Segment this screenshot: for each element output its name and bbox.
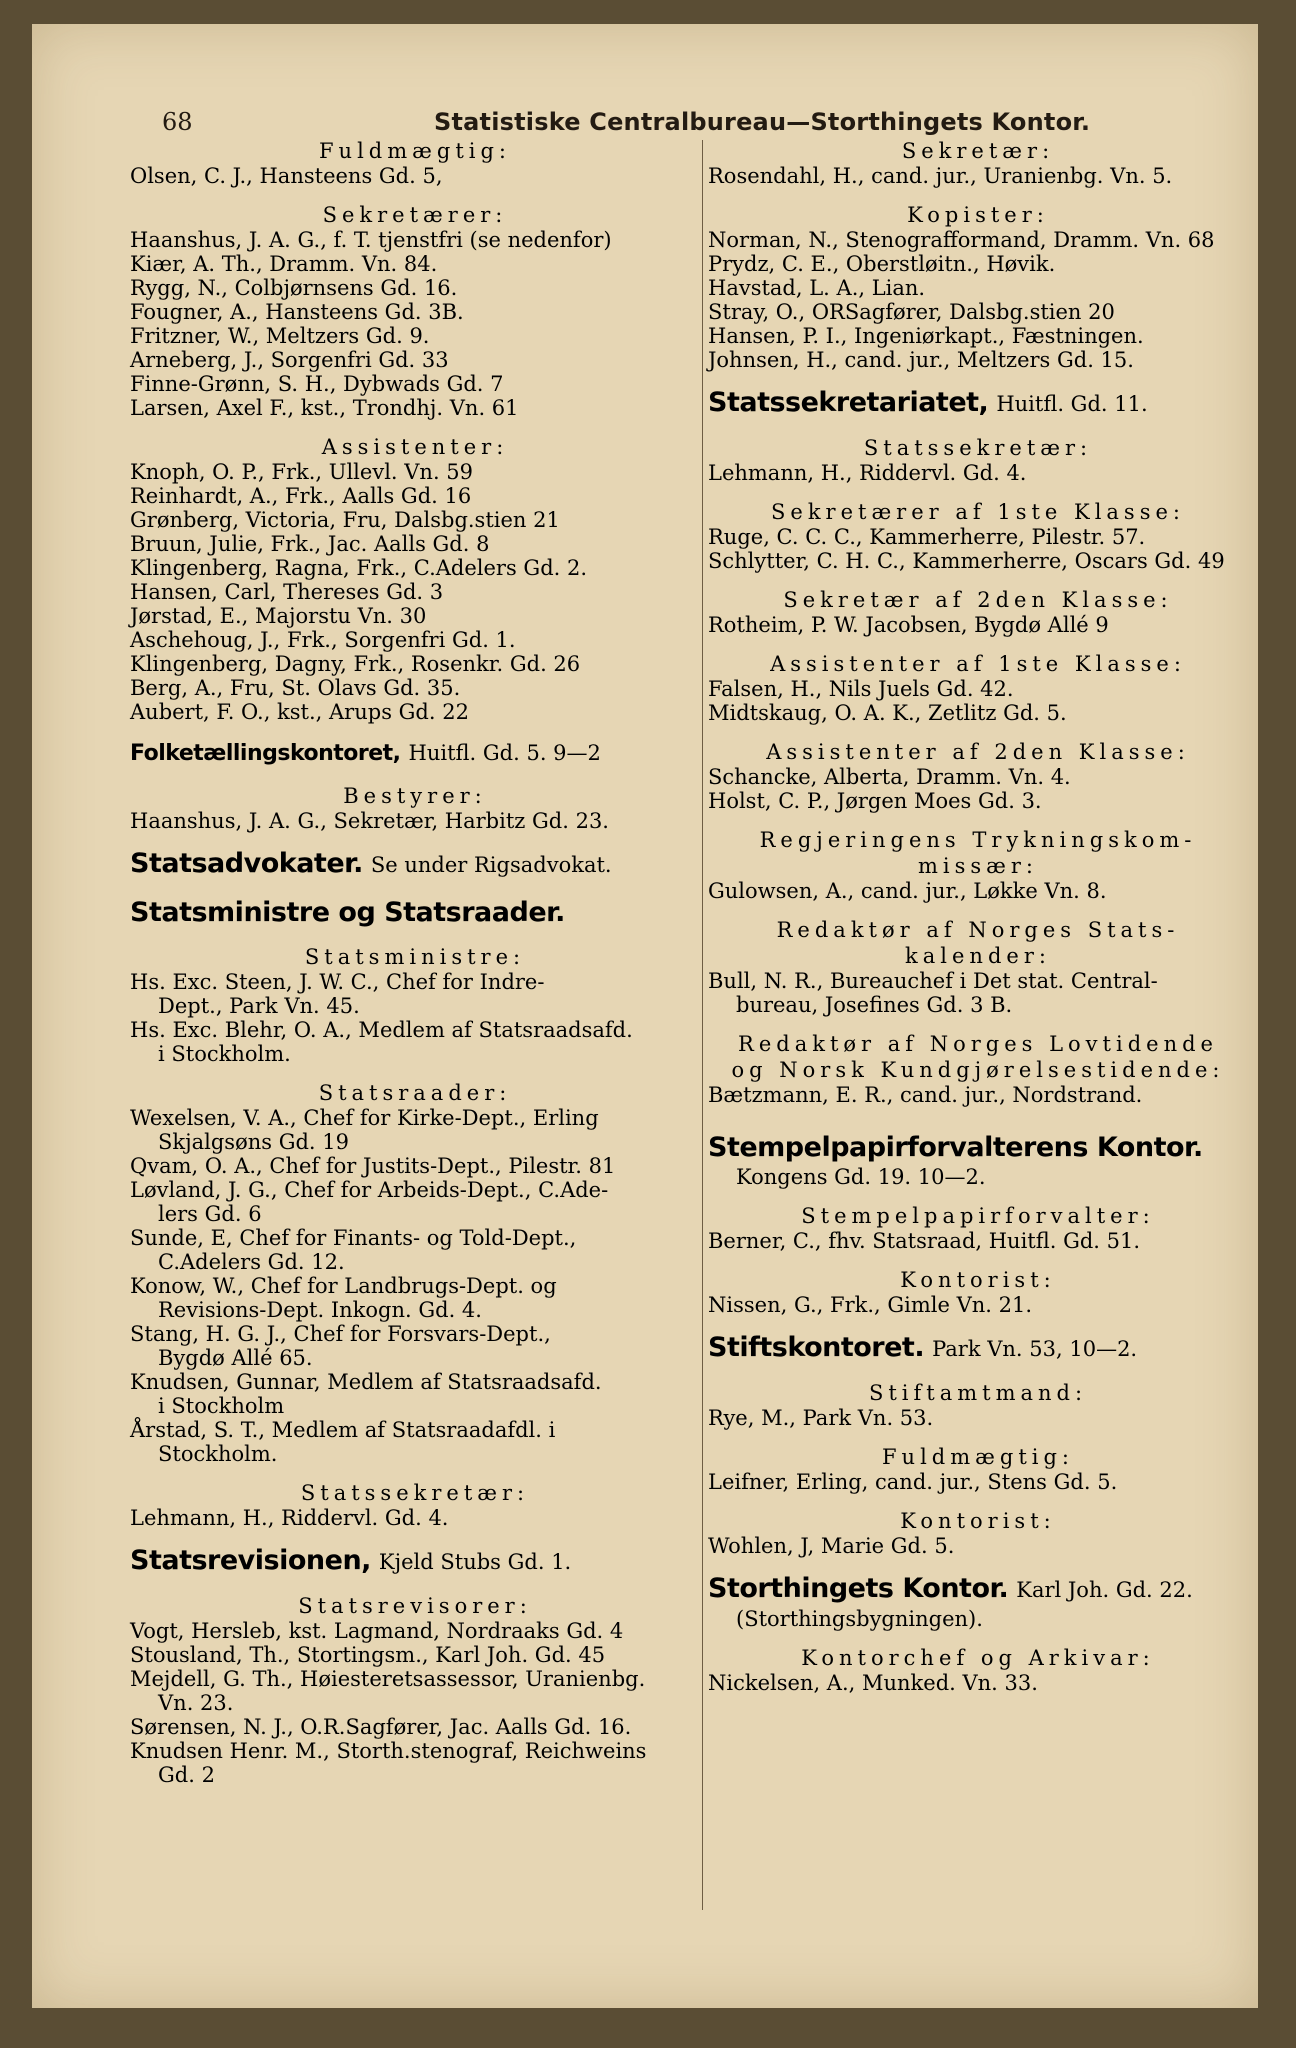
entry-line: Nickelsen, A., Munked. Vn. 33. [708, 1671, 1038, 1695]
entry-line: Qvam, O. A., Chef for Justits-Dept., Pilestr. 81 [130, 1154, 616, 1178]
entry-line: Berner, C., fhv. Statsraad, Huitfl. Gd. 51. [708, 1229, 1141, 1253]
entry-line: Aubert, F. O., kst., Arups Gd. 22 [130, 700, 469, 724]
entry-list [708, 1470, 1248, 1494]
section-heading: Redaktør af Norges Lovtidende [738, 1032, 1218, 1056]
section-heading: Kopister: [907, 203, 1049, 227]
entry-list [130, 1619, 700, 1787]
entry-line: Nissen, G., Frk., Gimle Vn. 21. [708, 1293, 1033, 1317]
entry-line: Midtskaug, O. A. K., Zetlitz Gd. 5. [708, 701, 1067, 725]
entry-line: Hs. Exc. Blehr, O. A., Medlem af Statsraadsafd. [130, 1018, 633, 1042]
entry-line: Rye, M., Park Vn. 53. [708, 1406, 934, 1430]
entry-line: Arneberg, J., Sorgenfri Gd. 33 [130, 348, 449, 372]
section-heading: Statsraader: [318, 1081, 512, 1105]
section-heading: Fuldmægtig: [318, 139, 512, 163]
entry-line: Knudsen, Gunnar, Medlem af Statsraadsafd. [130, 1370, 602, 1394]
entry-line: Johnsen, H., cand. jur., Meltzers Gd. 15. [708, 348, 1134, 372]
office-title: Stempelpapirforvalterens Kontor. [708, 1132, 1203, 1163]
entry-line-continued: C.Adelers Gd. 12. [158, 1250, 345, 1274]
section-heading: Statsrevisorer: [298, 1594, 532, 1618]
entry-line-continued: bureau, Josefines Gd. 3 B. [736, 993, 1013, 1017]
entry-line: Wohlen, J, Marie Gd. 5. [708, 1534, 955, 1558]
entry-line: Haanshus, J. A. G., Sekretær, Harbitz Gd. 23. [130, 809, 609, 833]
column-divider [702, 140, 703, 1910]
entry-line: Finne-Grønn, S. H., Dybwads Gd. 7 [130, 372, 504, 396]
section-heading: Kontorist: [900, 1509, 1056, 1533]
entry-line: Holst, C. P., Jørgen Moes Gd. 3. [708, 789, 1042, 813]
office-title [708, 1572, 1248, 1607]
entry-list [708, 1083, 1248, 1107]
entry-line: Larsen, Axel F., kst., Trondhj. Vn. 61 [130, 396, 519, 420]
entry-list [130, 809, 700, 833]
office-name: Statsrevisionen, [130, 1545, 371, 1576]
entry-line: Klingenberg, Ragna, Frk., C.Adelers Gd. 2. [130, 556, 588, 580]
entry-line: Aschehoug, J., Frk., Sorgenfri Gd. 1. [130, 628, 516, 652]
entry-line: Hansen, Carl, Thereses Gd. 3 [130, 580, 444, 604]
office-name: Folketællingskontoret, [130, 741, 401, 766]
office-address: Park Vn. 53, 10—2. [932, 1337, 1138, 1361]
entry-line-continued: Gd. 2 [158, 1763, 215, 1787]
entry-line-continued: i Stockholm. [158, 1042, 291, 1066]
entry-line: Gulowsen, A., cand. jur., Løkke Vn. 8. [708, 879, 1107, 903]
entry-line: Sunde, E, Chef for Finants- og Told-Dept., [130, 1226, 577, 1250]
section-heading: Assistenter: [321, 435, 509, 459]
section-heading: Assistenter af 2den Klasse: [766, 740, 1190, 764]
entry-line: Ruge, C. C. C., Kammerherre, Pilestr. 57. [708, 525, 1146, 549]
entry-line: Reinhardt, A., Frk., Aalls Gd. 16 [130, 484, 472, 508]
section-heading: Stempelpapirforvalter: [801, 1204, 1155, 1228]
section-heading: Bestyrer: [343, 784, 487, 808]
entry-line: Mejdell, G. Th., Høiesteretsassessor, Uranienbg. [130, 1667, 646, 1691]
office-address: Karl Joh. Gd. 22. [1016, 1578, 1193, 1602]
entry-line: Rygg, N., Colbjørnsens Gd. 16. [130, 276, 458, 300]
entry-line: Prydz, C. E., Oberstløitn., Høvik. [708, 252, 1056, 276]
section-heading: Assistenter af 1ste Klasse: [770, 652, 1186, 676]
entry-list [708, 677, 1248, 725]
entry-line-continued: Bygdø Allé 65. [158, 1346, 313, 1370]
entry-line: Hansen, P. I., Ingeniørkapt., Fæstningen. [708, 324, 1144, 348]
section-heading: Statsministre: [304, 945, 526, 969]
entry-line: Konow, W., Chef for Landbrugs-Dept. og [130, 1274, 557, 1298]
running-head: Statistiske Centralbureau—Storthingets Kontor. [434, 108, 1091, 136]
entry-list [708, 1293, 1248, 1317]
left-column [130, 138, 700, 1787]
entry-line: Lehmann, H., Riddervl. Gd. 4. [708, 461, 1027, 485]
office-name: Statssekretariatet, [708, 387, 989, 418]
entry-line: Falsen, H., Nils Juels Gd. 42. [708, 677, 1014, 701]
entry-line-continued: lers Gd. 6 [158, 1202, 262, 1226]
office-address: Kongens Gd. 19. 10—2. [736, 1165, 986, 1189]
entry-line: Bætzmann, E. R., cand. jur., Nordstrand. [708, 1083, 1143, 1107]
entry-list [708, 879, 1248, 903]
entry-line: Jørstad, E., Majorstu Vn. 30 [130, 604, 427, 628]
entry-line: Norman, N., Stenografformand, Dramm. Vn. 68 [708, 228, 1215, 252]
entry-line: Olsen, C. J., Hansteens Gd. 5, [130, 164, 443, 188]
entry-line-continued: Skjalgsøns Gd. 19 [158, 1130, 349, 1154]
section-heading: Sekretærer: [322, 203, 508, 227]
entry-list [708, 765, 1248, 813]
entry-line: Stang, H. G. J., Chef for Forsvars-Dept., [130, 1322, 551, 1346]
entry-line: Sørensen, N. J., O.R.Sagfører, Jac. Aalls Gd. 16. [130, 1715, 632, 1739]
office-name: Storthingets Kontor. [708, 1573, 1009, 1604]
entry-line: Stousland, Th., Stortingsm., Karl Joh. Gd. 45 [130, 1643, 606, 1667]
section-heading: Redaktør af Norges Stats- [776, 918, 1180, 942]
entry-line: Wexelsen, V. A., Chef for Kirke-Dept., Erling [130, 1106, 599, 1130]
entry-list [708, 969, 1248, 1017]
entry-list [708, 613, 1248, 637]
entry-line: Kiær, A. Th., Dramm. Vn. 84. [130, 252, 438, 276]
entry-line: Berg, A., Fru, St. Olavs Gd. 35. [130, 676, 461, 700]
entry-list [708, 164, 1248, 188]
entry-list [130, 228, 700, 420]
office-address: Kjeld Stubs Gd. 1. [378, 1550, 572, 1574]
entry-line: Knudsen Henr. M., Storth.stenograf, Reichweins [130, 1739, 647, 1763]
entry-line: Rotheim, P. W. Jacobsen, Bygdø Allé 9 [708, 613, 1109, 637]
office-address: Huitfl. Gd. 11. [996, 392, 1148, 416]
entry-list [708, 1229, 1248, 1253]
section-heading: Sekretær: [901, 139, 1055, 163]
entry-line: Rosendahl, H., cand. jur., Uranienbg. Vn. 5. [708, 164, 1173, 188]
entry-line: Knoph, O. P., Frk., Ullevl. Vn. 59 [130, 460, 474, 484]
entry-list [708, 228, 1248, 372]
office-title [130, 738, 700, 769]
entry-line-continued: i Stockholm [158, 1394, 285, 1418]
entry-line-continued: Revisions-Dept. Inkogn. Gd. 4. [158, 1298, 482, 1322]
entry-list [708, 525, 1248, 573]
page-number: 68 [162, 108, 193, 136]
right-column [708, 138, 1248, 1695]
entry-list [130, 1506, 700, 1530]
section-heading: Fuldmægtig: [881, 1445, 1075, 1469]
office-title [130, 847, 700, 882]
entry-list [130, 460, 700, 724]
entry-line: Stray, O., ORSagfører, Dalsbg.stien 20 [708, 300, 1115, 324]
entry-line: Fritzner, W., Meltzers Gd. 9. [130, 324, 430, 348]
office-title: Statsministre og Statsraader. [130, 897, 565, 928]
entry-line: Fougner, A., Hansteens Gd. 3B. [130, 300, 464, 324]
entry-line: Leifner, Erling, cand. jur., Stens Gd. 5. [708, 1470, 1118, 1494]
section-heading: Statssekretær: [863, 436, 1093, 460]
entry-line: Grønberg, Victoria, Fru, Dalsbg.stien 21 [130, 508, 560, 532]
section-heading: Kontorist: [900, 1268, 1056, 1292]
office-note: Se under Rigsadvokat. [370, 853, 612, 877]
office-title [708, 386, 1248, 421]
entry-list [708, 461, 1248, 485]
office-name: Stiftskontoret. [708, 1332, 925, 1363]
entry-line: Bull, N. R., Bureauchef i Det stat. Central- [708, 969, 1158, 993]
entry-list [130, 970, 700, 1066]
entry-list [130, 1106, 700, 1466]
office-title [130, 1544, 700, 1579]
section-heading: Kontorchef og Arkivar: [801, 1646, 1155, 1670]
section-heading-cont: missær: [917, 854, 1039, 878]
office-address: Huitfl. Gd. 5. 9—2 [408, 741, 601, 765]
entry-line: Havstad, L. A., Lian. [708, 276, 926, 300]
entry-list [708, 1671, 1248, 1695]
entry-line: Årstad, S. T., Medlem af Statsraadafdl. i [130, 1418, 556, 1442]
office-title [708, 1331, 1248, 1366]
section-heading: Statssekretær: [300, 1481, 530, 1505]
section-heading-cont: og Norsk Kundgjørelsestidende: [731, 1058, 1225, 1082]
section-heading: Regjeringens Trykningskom- [759, 828, 1197, 852]
entry-line: Lehmann, H., Riddervl. Gd. 4. [130, 1506, 449, 1530]
entry-line: Hs. Exc. Steen, J. W. C., Chef for Indre- [130, 970, 545, 994]
office-name: Statsadvokater. [130, 848, 363, 879]
entry-line: Schlytter, C. H. C., Kammerherre, Oscars Gd. 49 [708, 549, 1225, 573]
entry-list [708, 1534, 1248, 1558]
entry-line-continued: Dept., Park Vn. 45. [158, 994, 360, 1018]
section-heading: Sekretær af 2den Klasse: [783, 588, 1173, 612]
entry-line: Bruun, Julie, Frk., Jac. Aalls Gd. 8 [130, 532, 490, 556]
entry-line: Vogt, Hersleb, kst. Lagmand, Nordraaks Gd. 4 [130, 1619, 624, 1643]
entry-line-continued: Stockholm. [158, 1442, 278, 1466]
entry-list [130, 164, 700, 188]
entry-line: Klingenberg, Dagny, Frk., Rosenkr. Gd. 26 [130, 652, 581, 676]
entry-line-continued: Vn. 23. [158, 1691, 234, 1715]
entry-line: Løvland, J. G., Chef for Arbeids-Dept., C.Ade- [130, 1178, 609, 1202]
entry-line: Schancke, Alberta, Dramm. Vn. 4. [708, 765, 1071, 789]
entry-list [708, 1406, 1248, 1430]
section-heading: Sekretærer af 1ste Klasse: [771, 500, 1185, 524]
section-heading-cont: kalender: [905, 944, 1051, 968]
office-subtitle: (Storthingsbygningen). [736, 1607, 983, 1631]
entry-line: Haanshus, J. A. G., f. T. tjenstfri (se nedenfor) [130, 228, 612, 252]
section-heading: Stiftamtmand: [868, 1381, 1088, 1405]
